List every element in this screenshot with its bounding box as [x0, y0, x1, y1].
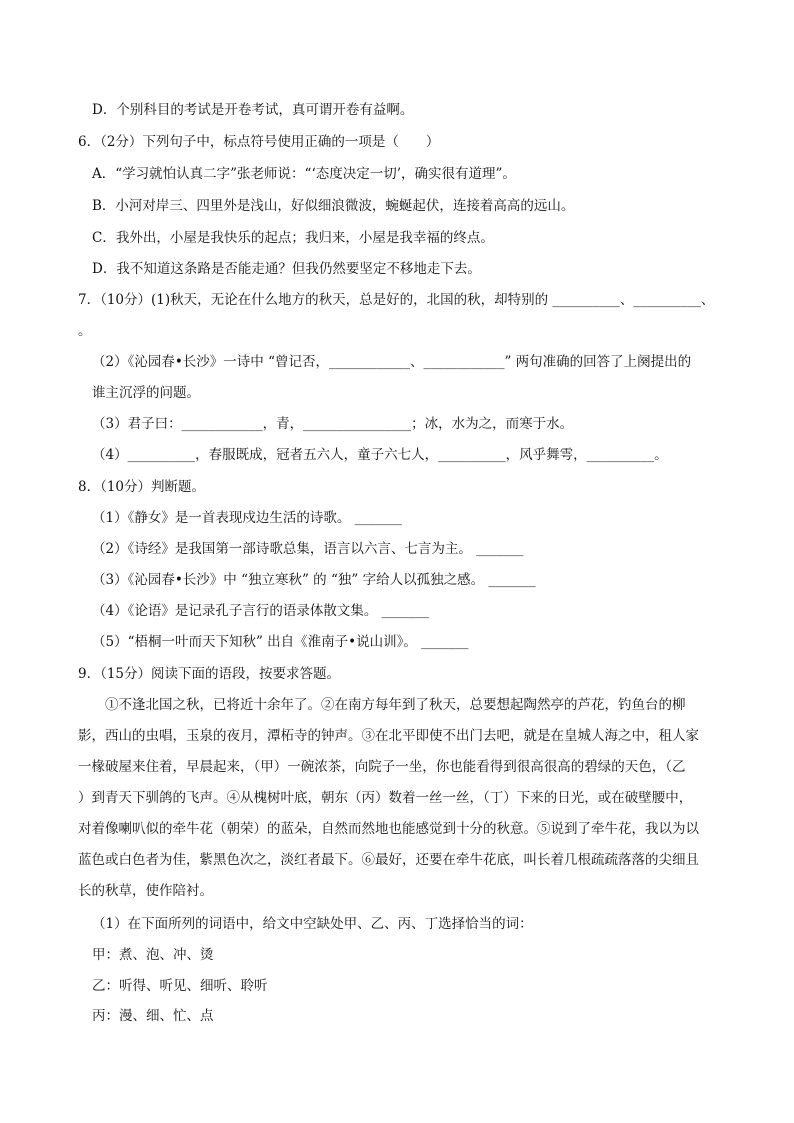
question-6-option-b: B．小河对岸三、四里外是浅山，好似细浪微波，蜿蜒起伏，连接着高高的远山。 — [92, 198, 575, 214]
question-9-part-1: （1）在下面所列的词语中，给文中空缺处甲、乙、丙、丁选择恰当的词： — [92, 916, 533, 932]
choice-jia: 甲：煮、泡、冲、烫 — [92, 947, 214, 963]
question-7-stem: 7．（10分）(1)秋天，无论在什么地方的秋天，总是好的，北国的秋，却特别的 __________、__________、 — [78, 292, 715, 308]
question-8-item-2: （2）《诗经》是我国第一部诗歌总集，语言以六言、七言为主。 _______ — [92, 541, 524, 557]
question-6-stem: 6．（2分）下列句子中，标点符号使用正确的一项是（ ） — [78, 134, 440, 150]
question-8-stem: 8．（10分）判断题。 — [78, 479, 206, 495]
choice-bing: 丙：漫、细、忙、点 — [92, 1008, 214, 1024]
question-9-stem: 9．（15分）阅读下面的语段，按要求答题。 — [78, 666, 341, 682]
passage-line: ①不逢北国之秋，已将近十余年了。②在南方每年到了秋天，总要想起陶然亭的芦花，钓鱼台的柳 — [78, 697, 686, 713]
question-7-part-2: （2）《沁园春•长沙》一诗中 “曾记否，____________、____________” 两句准确的回答了上阕提出的 — [92, 354, 692, 370]
question-7-continuation: 。 — [78, 323, 92, 339]
question-8-item-1: （1）《静女》是一首表现戍边生活的诗歌。 _______ — [92, 510, 402, 526]
question-8-item-5: （5）“梧桐一叶而天下知秋” 出自《淮南子•说山训》。 _______ — [92, 634, 469, 650]
question-6-option-a: A．“学习就怕认真二字”张老师说：“‘态度决定一切’，确实很有道理”。 — [92, 166, 516, 182]
question-8-item-4: （4）《论语》是记录孔子言行的语录体散文集。 _______ — [92, 603, 429, 619]
passage-line: 蓝色或白色者为佳，紫黑色次之，淡红者最下。⑥最好，还要在牵牛花底，叫长着几根疏疏落落的尖细且 — [78, 852, 699, 868]
passage-line: 对着像喇叭似的牵牛花（朝荣）的蓝朵，自然而然地也能感觉到十分的秋意。⑤说到了牵牛花，我以为以 — [78, 821, 699, 837]
passage-line: 影，西山的虫唱，玉泉的夜月，潭柘寺的钟声。③在北平即使不出门去吧，就是在皇城人海之中，租人家 — [78, 728, 699, 744]
choice-yi: 乙：听得、听见、细听、聆听 — [92, 978, 268, 994]
passage-line: ）到青天下驯鸽的飞声。④从槐树叶底，朝东（丙）数着一丝一丝，（丁）下来的日光，或在破壁腰中， — [78, 790, 693, 806]
passage-line: 一椽破屋来住着，早晨起来，（甲）一碗浓茶，向院子一坐，你也能看得到很高很高的碧绿的天色，（乙 — [78, 759, 686, 775]
line-option-d-prev: D．个别科目的考试是开卷考试，真可谓开卷有益啊。 — [92, 102, 414, 118]
question-8-item-3: （3）《沁园春•长沙》中 “独立寒秋” 的 “独” 字给人以孤独之感。 _______ — [92, 572, 536, 588]
question-7-part-4: （4）__________，春服既成，冠者五六人，童子六七人，__________，风乎舞雩，__________。 — [92, 447, 668, 463]
passage-line: 长的秋草，使作陪衬。 — [78, 883, 213, 899]
reading-passage — [78, 690, 718, 907]
question-7-part-3: （3）君子曰：____________，青，________________；冰，水为之，而寒于水。 — [92, 416, 574, 432]
question-6-option-d: D．我不知道这条路是否能走通？但我仍然要坚定不移地走下去。 — [92, 261, 481, 277]
question-7-part-2-cont: 谁主沉浮的问题。 — [92, 385, 200, 401]
question-6-option-c: C．我外出，小屋是我快乐的起点；我归来，小屋是我幸福的终点。 — [92, 230, 494, 246]
